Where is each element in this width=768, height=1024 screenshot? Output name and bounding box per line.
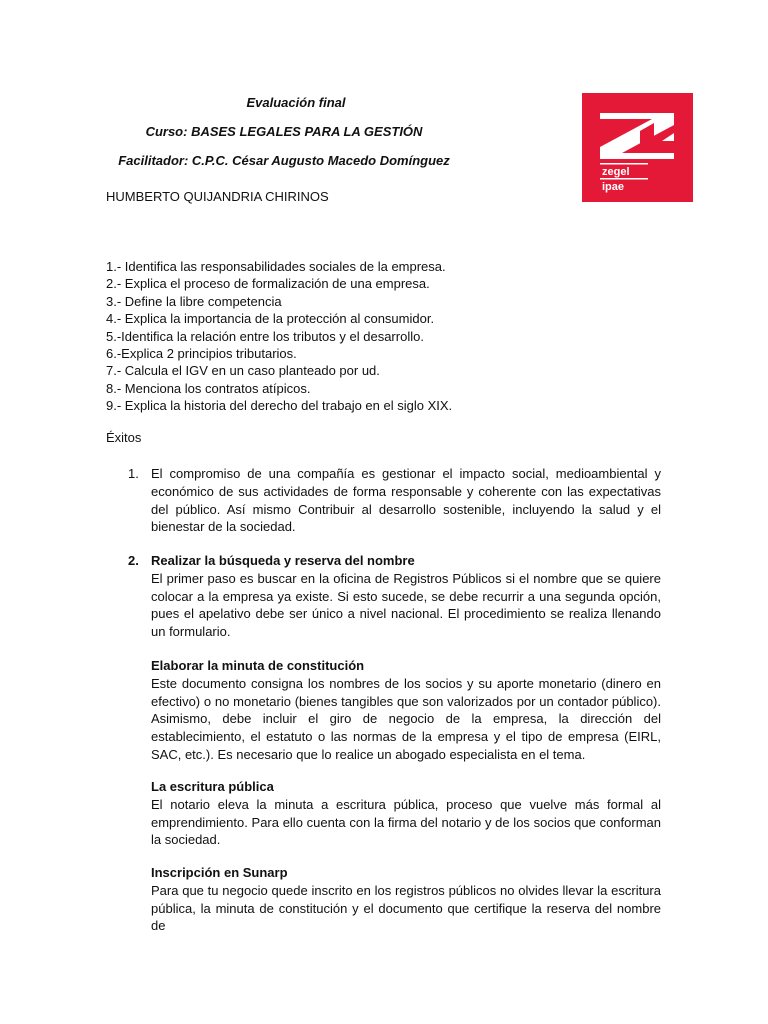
answer-2 <box>106 552 661 641</box>
question-item: 7.- Calcula el IGV en un caso planteado por ud. <box>106 363 380 379</box>
question-item: 8.- Menciona los contratos atípicos. <box>106 380 311 396</box>
answer-heading: Realizar la búsqueda y reserva del nombre <box>151 553 415 568</box>
question-item: 2.- Explica el proceso de formalización de una empresa. <box>106 276 430 292</box>
logo-text-line1: zegel <box>602 166 630 178</box>
student-name: HUMBERTO QUIJANDRIA CHIRINOS <box>106 189 329 204</box>
step-text: El notario eleva la minuta a escritura pública, proceso que vuelve más formal al emprendimiento. Para ello cuenta con la firma del notario y de los socios que conforman la sociedad. <box>151 796 661 848</box>
zegel-ipae-logo <box>582 93 693 202</box>
question-item: 3.- Define la libre competencia <box>106 293 282 309</box>
step-heading: Elaborar la minuta de constitución <box>151 658 365 673</box>
step-heading: Inscripción en Sunarp <box>151 865 288 880</box>
step-heading: La escritura pública <box>151 779 274 794</box>
facilitator-line: Facilitador: C.P.C. César Augusto Macedo Domínguez <box>118 153 450 168</box>
closing-text: Éxitos <box>106 430 142 445</box>
answer-number: 1. <box>128 466 139 481</box>
question-item: 5.-Identifica la relación entre los tributos y el desarrollo. <box>106 328 424 344</box>
course-line: Curso: BASES LEGALES PARA LA GESTIÓN <box>145 124 423 139</box>
question-item: 9.- Explica la historia del derecho del trabajo en el siglo XIX. <box>106 398 453 414</box>
answer-1 <box>106 465 661 536</box>
question-list <box>106 258 452 415</box>
logo-text-line2: ipae <box>602 181 625 193</box>
step-text: Para que tu negocio quede inscrito en los registros públicos no olvides llevar la escritura pública, la minuta de constitución y el documento que certifique la reserva del nombre de <box>151 882 661 934</box>
document-title: Evaluación final <box>246 95 346 110</box>
question-item: 1.- Identifica las responsabilidades sociales de la empresa. <box>106 259 446 274</box>
question-item: 6.-Explica 2 principios tributarios. <box>106 346 297 362</box>
answer-text: El primer paso es buscar en la oficina de Registros Públicos si el nombre que se quiere colocar a la empresa ya existe. Si esto sucede, se debe recurrir a una segunda opción, pues el apelativo debe ser único a nivel nacional. El procedimiento se realiza llenando un formulario. <box>151 570 661 640</box>
step-minuta <box>151 657 661 764</box>
step-sunarp <box>151 864 661 935</box>
answer-text: El compromiso de una compañía es gestionar el impacto social, medioambiental y económico de sus actividades de forma responsable y coherente con las expectativas del público. Así mismo Contribuir al desarrollo sostenible, incluyendo la salud y el bienestar de la sociedad. <box>151 466 661 535</box>
step-escritura <box>151 778 661 849</box>
question-item: 4.- Explica la importancia de la protección al consumidor. <box>106 311 435 327</box>
zegel-logo-mark-icon <box>582 93 693 202</box>
step-text: Este documento consigna los nombres de los socios y su aporte monetario (dinero en efectivo) o no monetario (bienes tangibles que son valorizados por un contador público). Asimismo, debe incluir el giro de negocio de la empresa, la dirección del establecimiento, el estatuto o las normas de la empresa y el tipo de empresa (EIRL, SAC, etc.). Es necesario que lo realice un abogado especialista en el tema. <box>151 675 661 762</box>
answer-number: 2. <box>128 553 139 568</box>
